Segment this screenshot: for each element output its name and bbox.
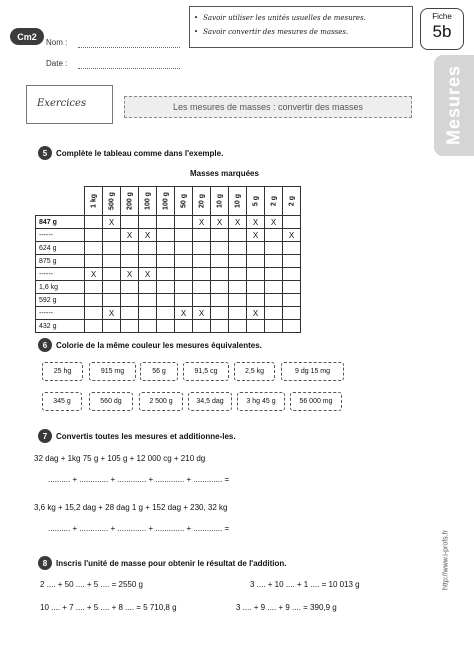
- column-header-label: 200 g: [126, 192, 133, 210]
- measure-tag[interactable]: 9 dg 15 mg: [281, 362, 344, 381]
- column-header-label: 10 g: [216, 193, 223, 209]
- table-cell[interactable]: [157, 216, 175, 229]
- level-badge: Cm2: [10, 28, 44, 45]
- table-cell[interactable]: X: [193, 216, 211, 229]
- measure-tag[interactable]: 915 mg: [89, 362, 136, 381]
- table-row: [36, 229, 301, 242]
- table-cell[interactable]: [193, 242, 211, 255]
- table-cell[interactable]: [157, 242, 175, 255]
- column-header: [139, 187, 157, 216]
- table-cell[interactable]: [211, 229, 229, 242]
- equation-1[interactable]: 2 .... + 50 .... + 5 .... = 2550 g: [40, 580, 143, 589]
- exercises-label: Exercices: [37, 98, 87, 109]
- table-cell[interactable]: [175, 216, 193, 229]
- exercise-7-instruction: Convertis toutes les mesures et additionne-les.: [56, 432, 236, 441]
- column-header: [265, 187, 283, 216]
- table-cell[interactable]: [283, 242, 301, 255]
- goal-item: • Savoir utiliser les unités usuelles de mesures.: [194, 11, 412, 25]
- column-header: [229, 187, 247, 216]
- table-cell[interactable]: [121, 320, 139, 333]
- column-header-label: 10 g: [234, 193, 241, 209]
- table-cell[interactable]: [265, 294, 283, 307]
- table-cell[interactable]: [103, 255, 121, 268]
- table-cell[interactable]: [193, 229, 211, 242]
- table-cell[interactable]: [265, 268, 283, 281]
- table-cell[interactable]: [157, 229, 175, 242]
- table-cell[interactable]: [229, 268, 247, 281]
- table-cell[interactable]: X: [247, 216, 265, 229]
- table-cell[interactable]: X: [121, 229, 139, 242]
- table-cell[interactable]: [211, 320, 229, 333]
- goal-item: • Savoir convertir des mesures de masses.: [194, 25, 412, 39]
- table-cell[interactable]: [211, 255, 229, 268]
- column-header-label: 2 g: [270, 195, 277, 207]
- table-cell[interactable]: [229, 229, 247, 242]
- table-cell[interactable]: X: [121, 268, 139, 281]
- table-cell[interactable]: [121, 307, 139, 320]
- table-cell[interactable]: [85, 281, 103, 294]
- column-header-label: 2 g: [288, 195, 295, 207]
- row-label[interactable]: ------: [36, 268, 85, 281]
- table-cell[interactable]: [229, 294, 247, 307]
- sum-line-1: 32 dag + 1kg 75 g + 105 g + 12 000 cg + 210 dg: [34, 454, 206, 463]
- column-header: [247, 187, 265, 216]
- name-label: Nom :: [46, 38, 68, 47]
- table-cell[interactable]: [157, 281, 175, 294]
- table-row: [36, 294, 301, 307]
- table-cell[interactable]: [157, 320, 175, 333]
- table-cell[interactable]: [139, 307, 157, 320]
- table-cell[interactable]: X: [139, 268, 157, 281]
- table-row: [36, 255, 301, 268]
- table-cell[interactable]: [175, 255, 193, 268]
- measure-tag[interactable]: 34,5 dag: [188, 392, 232, 411]
- table-cell[interactable]: [283, 294, 301, 307]
- table-cell[interactable]: X: [247, 229, 265, 242]
- table-cell[interactable]: [211, 294, 229, 307]
- row-label[interactable]: ------: [36, 307, 85, 320]
- table-cell[interactable]: [193, 320, 211, 333]
- equation-4[interactable]: 3 .... + 9 .... + 9 .... = 390,9 g: [236, 603, 337, 612]
- fiche-number: 5b: [432, 22, 452, 41]
- column-header: [193, 187, 211, 216]
- column-header: [157, 187, 175, 216]
- column-header: [103, 187, 121, 216]
- column-header-label: 1 kg: [90, 193, 97, 209]
- table-cell[interactable]: [85, 229, 103, 242]
- table-cell[interactable]: [265, 255, 283, 268]
- table-cell[interactable]: [265, 281, 283, 294]
- column-header: [283, 187, 301, 216]
- exercise-8-number: 8: [38, 556, 52, 570]
- table-cell[interactable]: [265, 229, 283, 242]
- table-cell[interactable]: [175, 281, 193, 294]
- table-cell[interactable]: [265, 307, 283, 320]
- table-cell[interactable]: [211, 307, 229, 320]
- weights-table: [35, 186, 301, 333]
- table-row: [36, 242, 301, 255]
- row-label[interactable]: 624 g: [36, 242, 85, 255]
- table-cell[interactable]: [175, 229, 193, 242]
- table-cell[interactable]: [175, 268, 193, 281]
- table-cell[interactable]: [265, 242, 283, 255]
- table-cell[interactable]: [229, 281, 247, 294]
- learning-goals: [189, 6, 413, 48]
- table-cell[interactable]: [157, 255, 175, 268]
- sum-line-2: 3,6 kg + 15,2 dag + 28 dag 1 g + 152 dag + 230, 32 kg: [34, 503, 228, 512]
- table-cell[interactable]: [121, 281, 139, 294]
- column-header: [211, 187, 229, 216]
- table-cell[interactable]: [283, 216, 301, 229]
- table-cell[interactable]: [229, 320, 247, 333]
- table-cell[interactable]: X: [283, 229, 301, 242]
- table-cell[interactable]: [247, 242, 265, 255]
- table-cell[interactable]: X: [247, 307, 265, 320]
- row-label[interactable]: ------: [36, 229, 85, 242]
- column-header-label: 100 g: [162, 192, 169, 210]
- measure-tag[interactable]: 2 500 g: [139, 392, 183, 411]
- side-tab-label: Mesures: [443, 64, 464, 146]
- table-cell[interactable]: X: [211, 216, 229, 229]
- column-header-label: 50 g: [180, 193, 187, 209]
- table-cell[interactable]: [121, 294, 139, 307]
- table-cell[interactable]: [139, 242, 157, 255]
- table-cell[interactable]: X: [229, 216, 247, 229]
- table-cell[interactable]: X: [103, 216, 121, 229]
- exercise-5-number: 5: [38, 146, 52, 160]
- fiche-label: Fiche: [432, 12, 452, 21]
- row-label[interactable]: 592 g: [36, 294, 85, 307]
- measure-tag[interactable]: 3 hg 45 g: [237, 392, 285, 411]
- table-cell[interactable]: [85, 320, 103, 333]
- exercise-6-number: 6: [38, 338, 52, 352]
- measure-tag[interactable]: 560 dg: [89, 392, 133, 411]
- date-label: Date :: [46, 59, 68, 68]
- exercises-label-box: [26, 85, 113, 124]
- table-cell[interactable]: [193, 268, 211, 281]
- table-cell[interactable]: [193, 281, 211, 294]
- table-corner: [36, 187, 85, 216]
- table-row: [36, 320, 301, 333]
- table-cell[interactable]: [175, 294, 193, 307]
- measure-tag[interactable]: 91,5 cg: [183, 362, 229, 381]
- table-cell[interactable]: [103, 281, 121, 294]
- column-header-label: 500 g: [108, 192, 115, 210]
- table-cell[interactable]: [85, 255, 103, 268]
- table-cell[interactable]: [229, 255, 247, 268]
- measure-tag[interactable]: 25 hg: [42, 362, 83, 381]
- table-cell[interactable]: [85, 294, 103, 307]
- name-line[interactable]: [78, 47, 180, 48]
- column-header: [175, 187, 193, 216]
- table-cell[interactable]: X: [193, 307, 211, 320]
- table-row: [36, 281, 301, 294]
- table-cell[interactable]: [211, 242, 229, 255]
- column-header: [121, 187, 139, 216]
- table-cell[interactable]: [175, 320, 193, 333]
- table-cell[interactable]: [121, 255, 139, 268]
- table-cell[interactable]: [247, 281, 265, 294]
- table-cell[interactable]: [283, 320, 301, 333]
- table-cell[interactable]: [247, 294, 265, 307]
- answer-line-2[interactable]: .......... + ............. + ............. + ............. + ............. =: [48, 524, 230, 533]
- measure-tag[interactable]: 2,5 kg: [234, 362, 275, 381]
- table-cell[interactable]: [193, 255, 211, 268]
- table-cell[interactable]: [103, 320, 121, 333]
- row-label[interactable]: 875 g: [36, 255, 85, 268]
- fiche-box: [420, 8, 464, 50]
- equation-2[interactable]: 3 .... + 10 .... + 1 .... = 10 013 g: [250, 580, 360, 589]
- table-cell[interactable]: [247, 268, 265, 281]
- table-cell[interactable]: [121, 242, 139, 255]
- table-cell[interactable]: [103, 268, 121, 281]
- measure-tag[interactable]: 56 g: [140, 362, 178, 381]
- measure-tag[interactable]: 345 g: [42, 392, 82, 411]
- date-line[interactable]: [78, 68, 180, 69]
- exercise-8-instruction: Inscris l'unité de masse pour obtenir le résultat de l'addition.: [56, 559, 287, 568]
- table-cell[interactable]: [157, 307, 175, 320]
- table-cell[interactable]: [121, 216, 139, 229]
- footer-url-box: [436, 520, 456, 600]
- table-title: Masses marquées: [190, 169, 259, 178]
- table-cell[interactable]: [103, 242, 121, 255]
- table-cell[interactable]: [211, 281, 229, 294]
- table-cell[interactable]: [265, 320, 283, 333]
- table-cell[interactable]: X: [85, 268, 103, 281]
- table-cell[interactable]: [157, 294, 175, 307]
- table-row: [36, 268, 301, 281]
- side-tab: [434, 55, 474, 156]
- page-title: Les mesures de masses : convertir des masses: [124, 96, 412, 118]
- column-header-label: 20 g: [198, 193, 205, 209]
- exercise-5-instruction: Complète le tableau comme dans l'exemple.: [56, 149, 224, 158]
- table-cell[interactable]: [139, 255, 157, 268]
- table-cell[interactable]: [139, 281, 157, 294]
- table-cell[interactable]: [283, 281, 301, 294]
- table-cell[interactable]: [283, 255, 301, 268]
- table-cell[interactable]: [175, 242, 193, 255]
- table-cell[interactable]: [247, 320, 265, 333]
- exercise-7-number: 7: [38, 429, 52, 443]
- table-cell[interactable]: [157, 268, 175, 281]
- table-row: [36, 307, 301, 320]
- table-cell[interactable]: X: [103, 307, 121, 320]
- table-cell[interactable]: [103, 229, 121, 242]
- table-cell[interactable]: [283, 268, 301, 281]
- row-label[interactable]: 1,6 kg: [36, 281, 85, 294]
- equation-3[interactable]: 10 .... + 7 .... + 5 .... + 8 .... = 5 710,8 g: [40, 603, 177, 612]
- row-label[interactable]: 847 g: [36, 216, 85, 229]
- table-cell[interactable]: [139, 294, 157, 307]
- table-cell[interactable]: [229, 242, 247, 255]
- row-label[interactable]: 432 g: [36, 320, 85, 333]
- table-cell[interactable]: [103, 294, 121, 307]
- table-cell[interactable]: [229, 307, 247, 320]
- answer-line-1[interactable]: .......... + ............. + ............. + ............. + ............. =: [48, 475, 230, 484]
- table-cell[interactable]: [193, 294, 211, 307]
- table-cell[interactable]: [85, 307, 103, 320]
- table-cell[interactable]: [211, 268, 229, 281]
- table-cell[interactable]: [247, 255, 265, 268]
- table-cell[interactable]: [139, 320, 157, 333]
- table-row: [36, 216, 301, 229]
- column-header-label: 5 g: [252, 195, 259, 207]
- table-cell[interactable]: [283, 307, 301, 320]
- table-cell[interactable]: X: [175, 307, 193, 320]
- table-cell[interactable]: X: [265, 216, 283, 229]
- footer-url: http://www.i-profs.fr: [442, 530, 450, 590]
- table-cell[interactable]: [139, 216, 157, 229]
- measure-tag[interactable]: 56 000 mg: [290, 392, 342, 411]
- column-header: [85, 187, 103, 216]
- table-cell[interactable]: [85, 242, 103, 255]
- column-header-label: 100 g: [144, 192, 151, 210]
- table-cell[interactable]: X: [139, 229, 157, 242]
- table-cell[interactable]: [85, 216, 103, 229]
- exercise-6-instruction: Colorie de la même couleur les mesures équivalentes.: [56, 341, 262, 350]
